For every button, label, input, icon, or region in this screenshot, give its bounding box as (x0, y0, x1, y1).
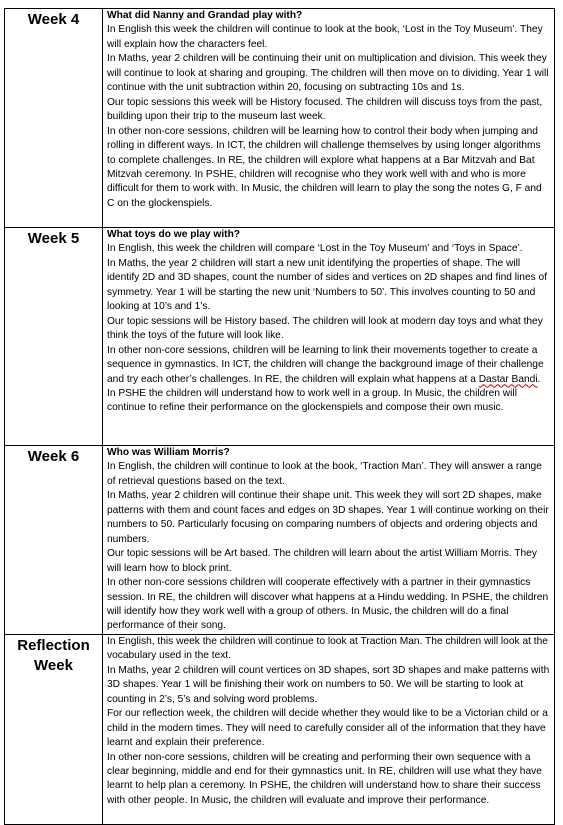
maths-paragraph: In Maths, the year 2 children will start a new unit identifying the properties of shape. The will identify 2D and 3D shapes, count the number of sides and vertices on 2D shapes and find lines of symmetry. Year 1 will be starting the new unit ‘Numbers to 50’. This involves counting to 50 and looking at 10’s and 1’s. (107, 257, 548, 313)
maths-paragraph: In Maths, year 2 children will count vertices on 3D shapes, sort 3D shapes and make patterns with 3D shapes. Year 1 will be finishing their work on numbers to 50. We will be starting to look at counting in 2’s, 5’s and solving word problems. (107, 664, 550, 705)
week-label: Week 4 (27, 11, 80, 28)
week-label-cell (5, 634, 103, 824)
english-paragraph: In English, this week the children will compare ‘Lost in the Toy Museum’ and ‘Toys in Space’. (107, 243, 523, 255)
week-title: Who was William Morris? (107, 447, 230, 458)
non-core-paragraph (107, 344, 551, 416)
topic-paragraph: Our topic sessions will be Art based. The children will learn about the artist William Morris. They will learn how to block print. (107, 548, 537, 574)
spellcheck-word: Dastar Bandi (478, 373, 538, 385)
english-paragraph: In English, this week the children will continue to look at Traction Man. The children will look at the vocabulary used in the text. (107, 635, 548, 662)
maths-paragraph: In Maths, year 2 children will be continuing their unit on multiplication and division. This week they will continue to look at sharing and grouping. The children will then move on to dividing. Year 1 will continue with the unit subtraction within 20, focusing on subtracting 10s and 1s. (107, 53, 549, 94)
weekly-plan-table (4, 8, 555, 825)
week-label-cell (5, 228, 103, 446)
topic-paragraph: For our reflection week, the children will decide whether they would like to be a Victorian child or a child in the modern times. They will need to carefully consider all of the information that they have learnt and explain their preference. (107, 708, 548, 749)
week-title: What toys do we play with? (107, 229, 241, 240)
week-content-cell (103, 634, 555, 824)
non-core-paragraph: In other non-core sessions children will cooperate effectively with a partner in their gymnastics session. In RE, the children will discover what happens at a Hindu wedding. In PSHE, the children will identify how they work well with a group of others. In Music, the children will do a final performance of their song. (107, 577, 549, 632)
week-label-cell (5, 9, 103, 228)
topic-paragraph: Our topic sessions will be History based. The children will look at modern day toys and what they think the toys of the future will look like. (107, 315, 543, 342)
table-row (5, 228, 555, 446)
table-row (5, 446, 555, 635)
maths-paragraph: In Maths, year 2 children will continue their shape unit. This week they will sort 2D shapes, make patterns with them and count faces and edges on 3D shapes. Year 1 will continue working on their numbers to 50. Particularly focusing on comparing numbers of objects and ordering objects and numbers. (107, 490, 549, 545)
week-content-cell (103, 446, 555, 635)
week-title: What did Nanny and Grandad play with? (107, 10, 303, 21)
non-core-text-end: . In PSHE the children will understand how to work well in a group. In Music, the children will continue to refine their performance on the glockenspiels and compose their own music. (107, 373, 541, 414)
week-label-cell (5, 446, 103, 635)
non-core-paragraph: In other non-core sessions, children will be learning how to control their body when jumping and rolling in different ways. In ICT, the children will challenge themselves by using longer algorithms to complete challenges. In RE, the children will explore what happens at a Bar Mitzvah and Bat Mitzvah ceremony. In PSHE, children will recognise who they work well with and who is more difficult for them to work with. In Music, the children will learn to play the song the notes G, F and C on the glockenspiels. (107, 125, 542, 209)
week-label-line2: Week (34, 656, 73, 674)
week-label: Week 5 (27, 230, 80, 247)
week-content-cell (103, 228, 555, 446)
week-label-line1: Reflection (17, 636, 90, 654)
table-row (5, 634, 555, 824)
non-core-text-start: In other non-core sessions, children will be learning to link their movements together to create a sequence in gymnastics. In ICT, the children will change the background image of their challenge and try each other’s challenges. In RE, the children will explain what happens at a (107, 344, 544, 385)
table-row (5, 9, 555, 228)
non-core-paragraph: In other non-core sessions, children will be creating and performing their own sequence with a clear beginning, middle and end for their gymnastics unit. In RE, children will use what they have learnt to help plan a ceremony. In PSHE, the children will understand how to share their success with other people. In Music, the children will evaluate and improve their performance. (107, 751, 542, 806)
english-paragraph: In English, the children will continue to look at the book, ‘Traction Man’. They will answer a range of retrieval questions based on the text. (107, 461, 542, 487)
week-content-cell (103, 9, 555, 228)
topic-paragraph: Our topic sessions this week will be History focused. The children will discuss toys from the past, building upon their trip to the museum last week. (107, 96, 543, 123)
english-paragraph: In English this week the children will continue to look at the book, ‘Lost in the Toy Museum’. They will explain how the characters feel. (107, 24, 543, 50)
week-label: Week 6 (27, 448, 80, 465)
